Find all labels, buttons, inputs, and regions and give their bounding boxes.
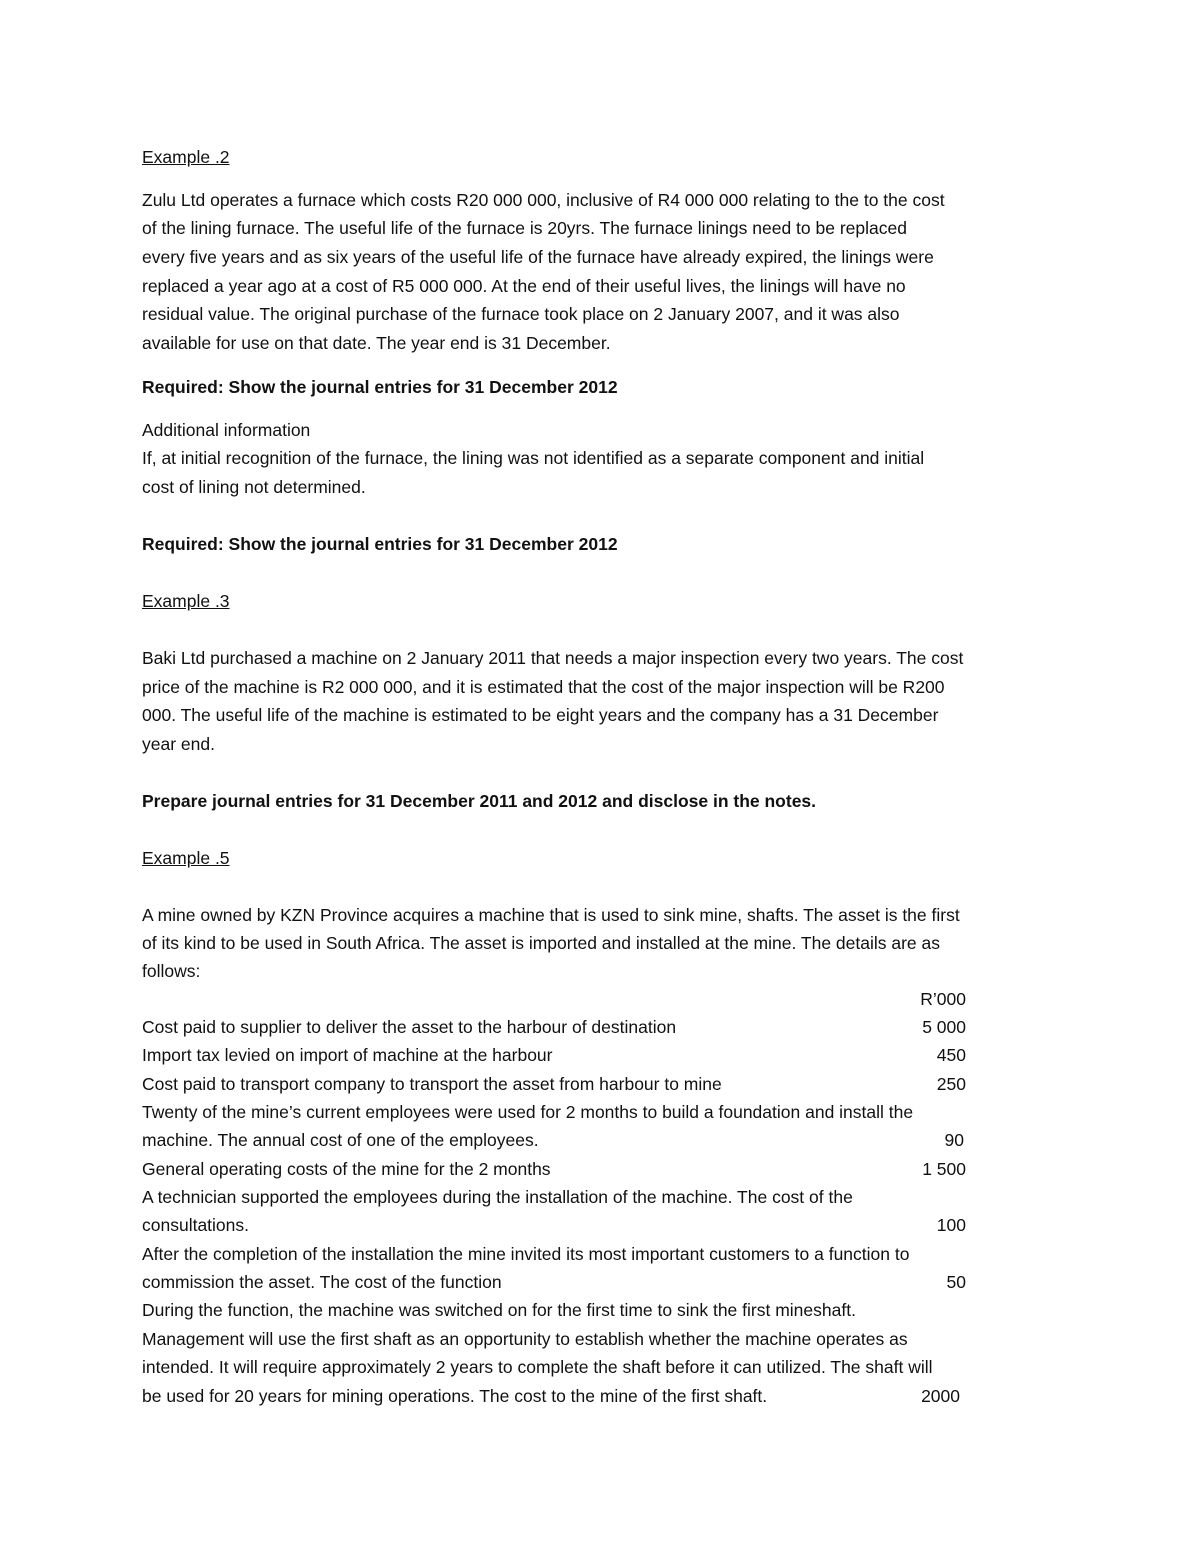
detail-line: intended. It will require approximately 2 years to complete the shaft before it can utilized. The shaft will [142, 1357, 933, 1377]
example2-para-line: residual value. The original purchase of the furnace took place on 2 January 2007, and it was also [142, 304, 900, 324]
detail-amount: 50 [946, 1272, 966, 1292]
detail-line: Cost paid to transport company to transport the asset from harbour to mine [142, 1074, 722, 1094]
detail-line: A technician supported the employees during the installation of the machine. The cost of the [142, 1187, 853, 1207]
detail-line: During the function, the machine was switched on for the first time to sink the first mineshaft. [142, 1300, 856, 1320]
additional-info-line: cost of lining not determined. [142, 477, 366, 497]
example2-required-2: Required: Show the journal entries for 31 December 2012 [142, 534, 618, 554]
detail-amount: 1 500 [922, 1159, 966, 1179]
detail-amount: 100 [936, 1215, 966, 1235]
additional-info-line: If, at initial recognition of the furnace, the lining was not identified as a separate component and initial [142, 448, 925, 468]
example3-para-line: price of the machine is R2 000 000, and it is estimated that the cost of the major inspection will be R200 [142, 677, 945, 697]
detail-line: After the completion of the installation the mine invited its most important customers to a function to [142, 1244, 910, 1264]
detail-amount: 2000 [921, 1386, 960, 1406]
detail-line: consultations. [142, 1215, 250, 1235]
example5-intro-line: follows: [142, 961, 201, 981]
example3-para-line: Baki Ltd purchased a machine on 2 January 2011 that needs a major inspection every two years. The cost [142, 648, 964, 668]
example2-para-line: every five years and as six years of the useful life of the furnace have already expired, the linings were [142, 247, 934, 267]
detail-line: General operating costs of the mine for the 2 months [142, 1159, 551, 1179]
detail-line: Management will use the first shaft as an opportunity to establish whether the machine operates as [142, 1329, 908, 1349]
example2-para-line: replaced a year ago at a cost of R5 000 000. At the end of their useful lives, the linings will have no [142, 276, 906, 296]
detail-amount: 5 000 [922, 1017, 966, 1037]
detail-line: Twenty of the mine’s current employees were used for 2 months to build a foundation and install the [142, 1102, 914, 1122]
detail-line: be used for 20 years for mining operations. The cost to the mine of the first shaft. [142, 1386, 768, 1406]
example2-required: Required: Show the journal entries for 31 December 2012 [142, 377, 618, 397]
example5-intro-line: A mine owned by KZN Province acquires a machine that is used to sink mine, shafts. The asset is the first [142, 905, 960, 925]
detail-amount: 90 [944, 1130, 964, 1150]
example2-para-line: Zulu Ltd operates a furnace which costs R20 000 000, inclusive of R4 000 000 relating to the to the cost [142, 190, 945, 210]
example2-para-line: available for use on that date. The year end is 31 December. [142, 333, 611, 353]
example3-heading: Example .3 [142, 591, 230, 611]
example3-prepare: Prepare journal entries for 31 December 2011 and 2012 and disclose in the notes. [142, 791, 817, 811]
example5-heading: Example .5 [142, 848, 230, 868]
detail-amount: 450 [936, 1045, 966, 1065]
example3-para-line: 000. The useful life of the machine is estimated to be eight years and the company has a 31 December [142, 705, 939, 725]
example2-para-line: of the lining furnace. The useful life of the furnace is 20yrs. The furnace linings need to be replaced [142, 218, 907, 238]
detail-line: Cost paid to supplier to deliver the asset to the harbour of destination [142, 1017, 677, 1037]
detail-line: machine. The annual cost of one of the employees. [142, 1130, 539, 1150]
unit-header: R’000 [920, 989, 966, 1009]
additional-info-title: Additional information [142, 420, 311, 440]
example3-para-line: year end. [142, 734, 215, 754]
detail-amount: 250 [936, 1074, 966, 1094]
example2-heading: Example .2 [142, 147, 230, 167]
detail-line: commission the asset. The cost of the function [142, 1272, 502, 1292]
detail-line: Import tax levied on import of machine at the harbour [142, 1045, 553, 1065]
example5-intro-line: of its kind to be used in South Africa. The asset is imported and installed at the mine. The details are as [142, 933, 941, 953]
